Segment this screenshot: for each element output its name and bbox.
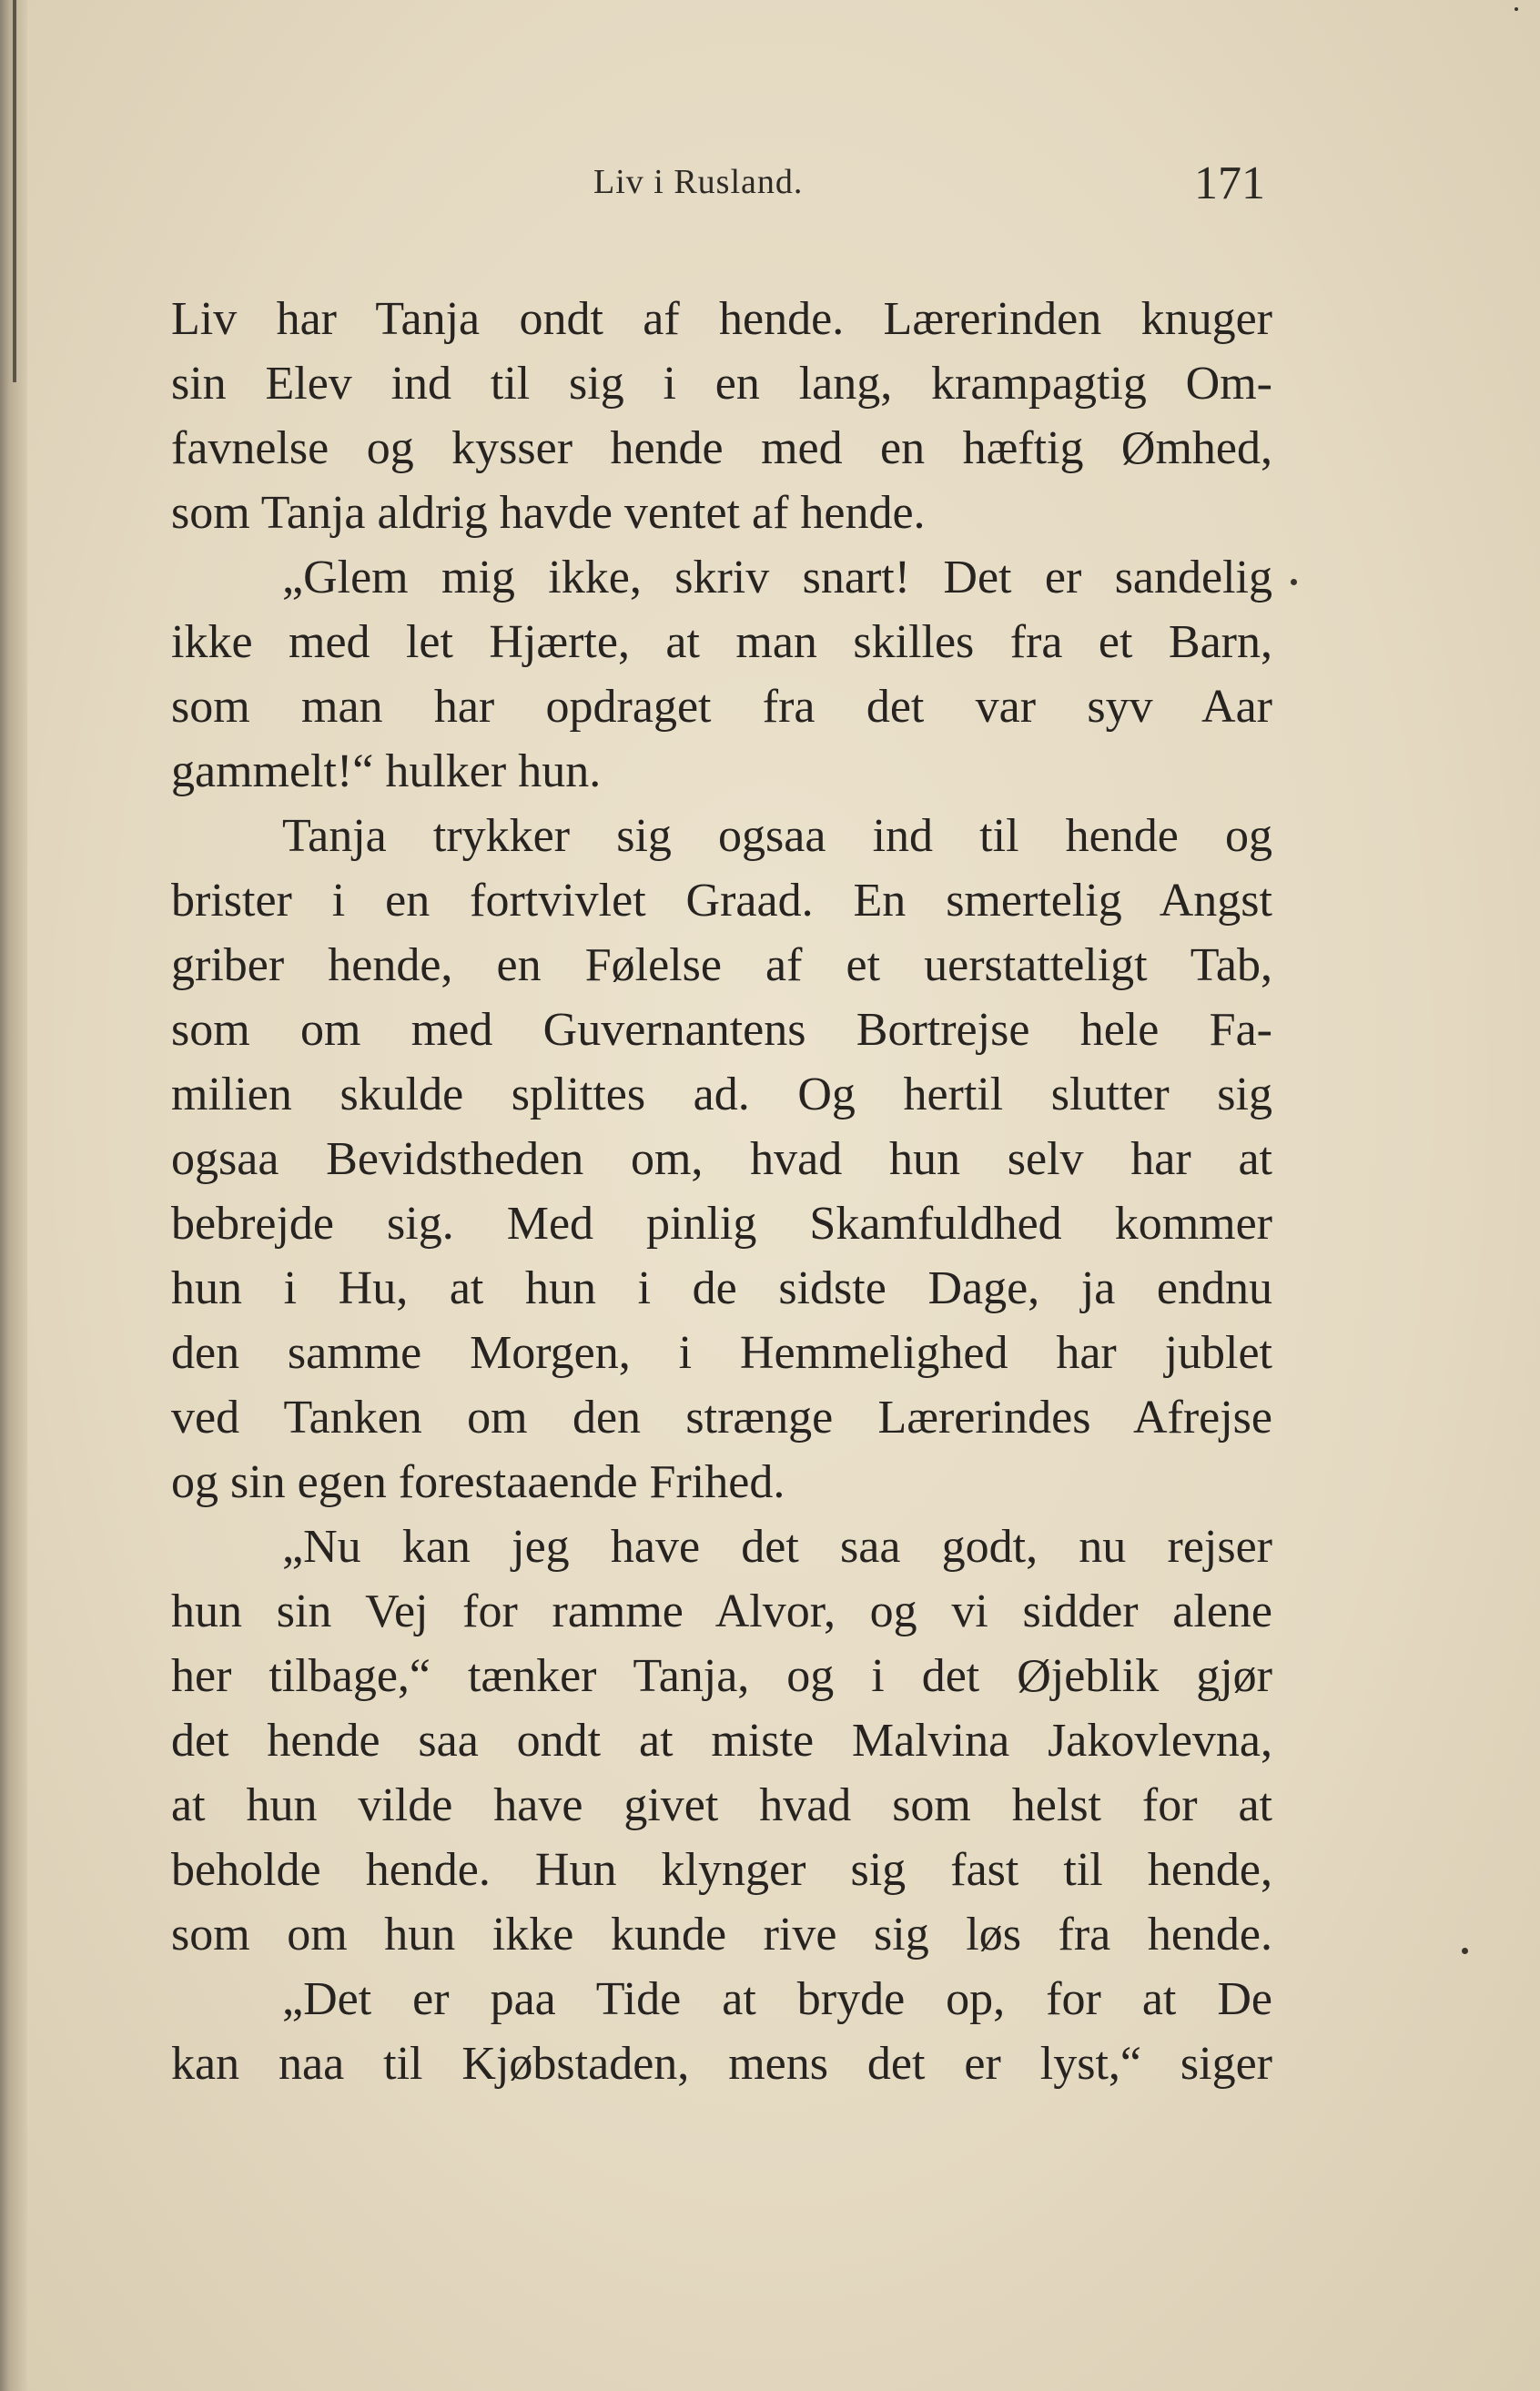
text-line: hun i Hu, at hun i de sidste Dage, ja endnu — [171, 1262, 1272, 1314]
text-line: kan naa til Kjøbstaden, mens det er lyst,“ siger — [171, 2038, 1272, 2090]
text-line: den samme Morgen, i Hemmelighed har jublet — [171, 1327, 1272, 1379]
text-line: bebrejde sig. Med pinlig Skamfuldhed kommer — [171, 1198, 1272, 1250]
binding-shadow-line — [13, 0, 16, 382]
paper-speck — [1462, 1948, 1468, 1954]
text-line: ved Tanken om den strænge Lærerindes Afrejse — [171, 1392, 1272, 1444]
text-line: Liv har Tanja ondt af hende. Lærerinden knuger — [171, 293, 1272, 345]
paper-speck — [1291, 579, 1297, 585]
text-line: som om hun ikke kunde rive sig løs fra hende. — [171, 1909, 1272, 1960]
text-line: ogsaa Bevidstheden om, hvad hun selv har at — [171, 1133, 1272, 1185]
text-line: det hende saa ondt at miste Malvina Jakovlevna, — [171, 1715, 1272, 1767]
text-line: som man har opdraget fra det var syv Aar — [171, 681, 1272, 733]
text-line: at hun vilde have givet hvad som helst for at — [171, 1779, 1272, 1831]
text-line: „Glem mig ikke, skriv snart! Det er sandelig — [282, 552, 1272, 603]
text-line: brister i en fortvivlet Graad. En smertelig Angst — [171, 875, 1272, 927]
text-line: som om med Guvernantens Bortrejse hele Fa- — [171, 1004, 1272, 1056]
text-line: milien skulde splittes ad. Og hertil slutter sig — [171, 1069, 1272, 1120]
text-line: ikke med let Hjærte, at man skilles fra et Barn, — [171, 616, 1272, 668]
text-line: som Tanja aldrig havde ventet af hende. — [171, 487, 926, 539]
text-line: Tanja trykker sig ogsaa ind til hende og — [282, 810, 1272, 862]
text-line: sin Elev ind til sig i en lang, krampagtig Om- — [171, 358, 1272, 410]
body-text — [171, 287, 1272, 2096]
page-number: 171 — [1194, 157, 1265, 209]
text-line: griber hende, en Følelse af et uerstatteligt Tab, — [171, 939, 1272, 991]
text-line: gammelt!“ hulker hun. — [171, 745, 602, 797]
text-line: her tilbage,“ tænker Tanja, og i det Øjeblik gjør — [171, 1650, 1272, 1702]
text-line: og sin egen forestaaende Frihed. — [171, 1456, 785, 1508]
paper-speck — [1515, 7, 1518, 11]
text-line: hun sin Vej for ramme Alvor, og vi sidder alene — [171, 1586, 1272, 1637]
text-line: beholde hende. Hun klynger sig fast til hende, — [171, 1844, 1272, 1896]
running-head: Liv i Rusland. — [593, 163, 804, 201]
text-line: „Nu kan jeg have det saa godt, nu rejser — [282, 1521, 1272, 1573]
text-line: favnelse og kysser hende med en hæftig Ømhed, — [171, 422, 1272, 474]
text-line: „Det er paa Tide at bryde op, for at De — [282, 1973, 1272, 2025]
